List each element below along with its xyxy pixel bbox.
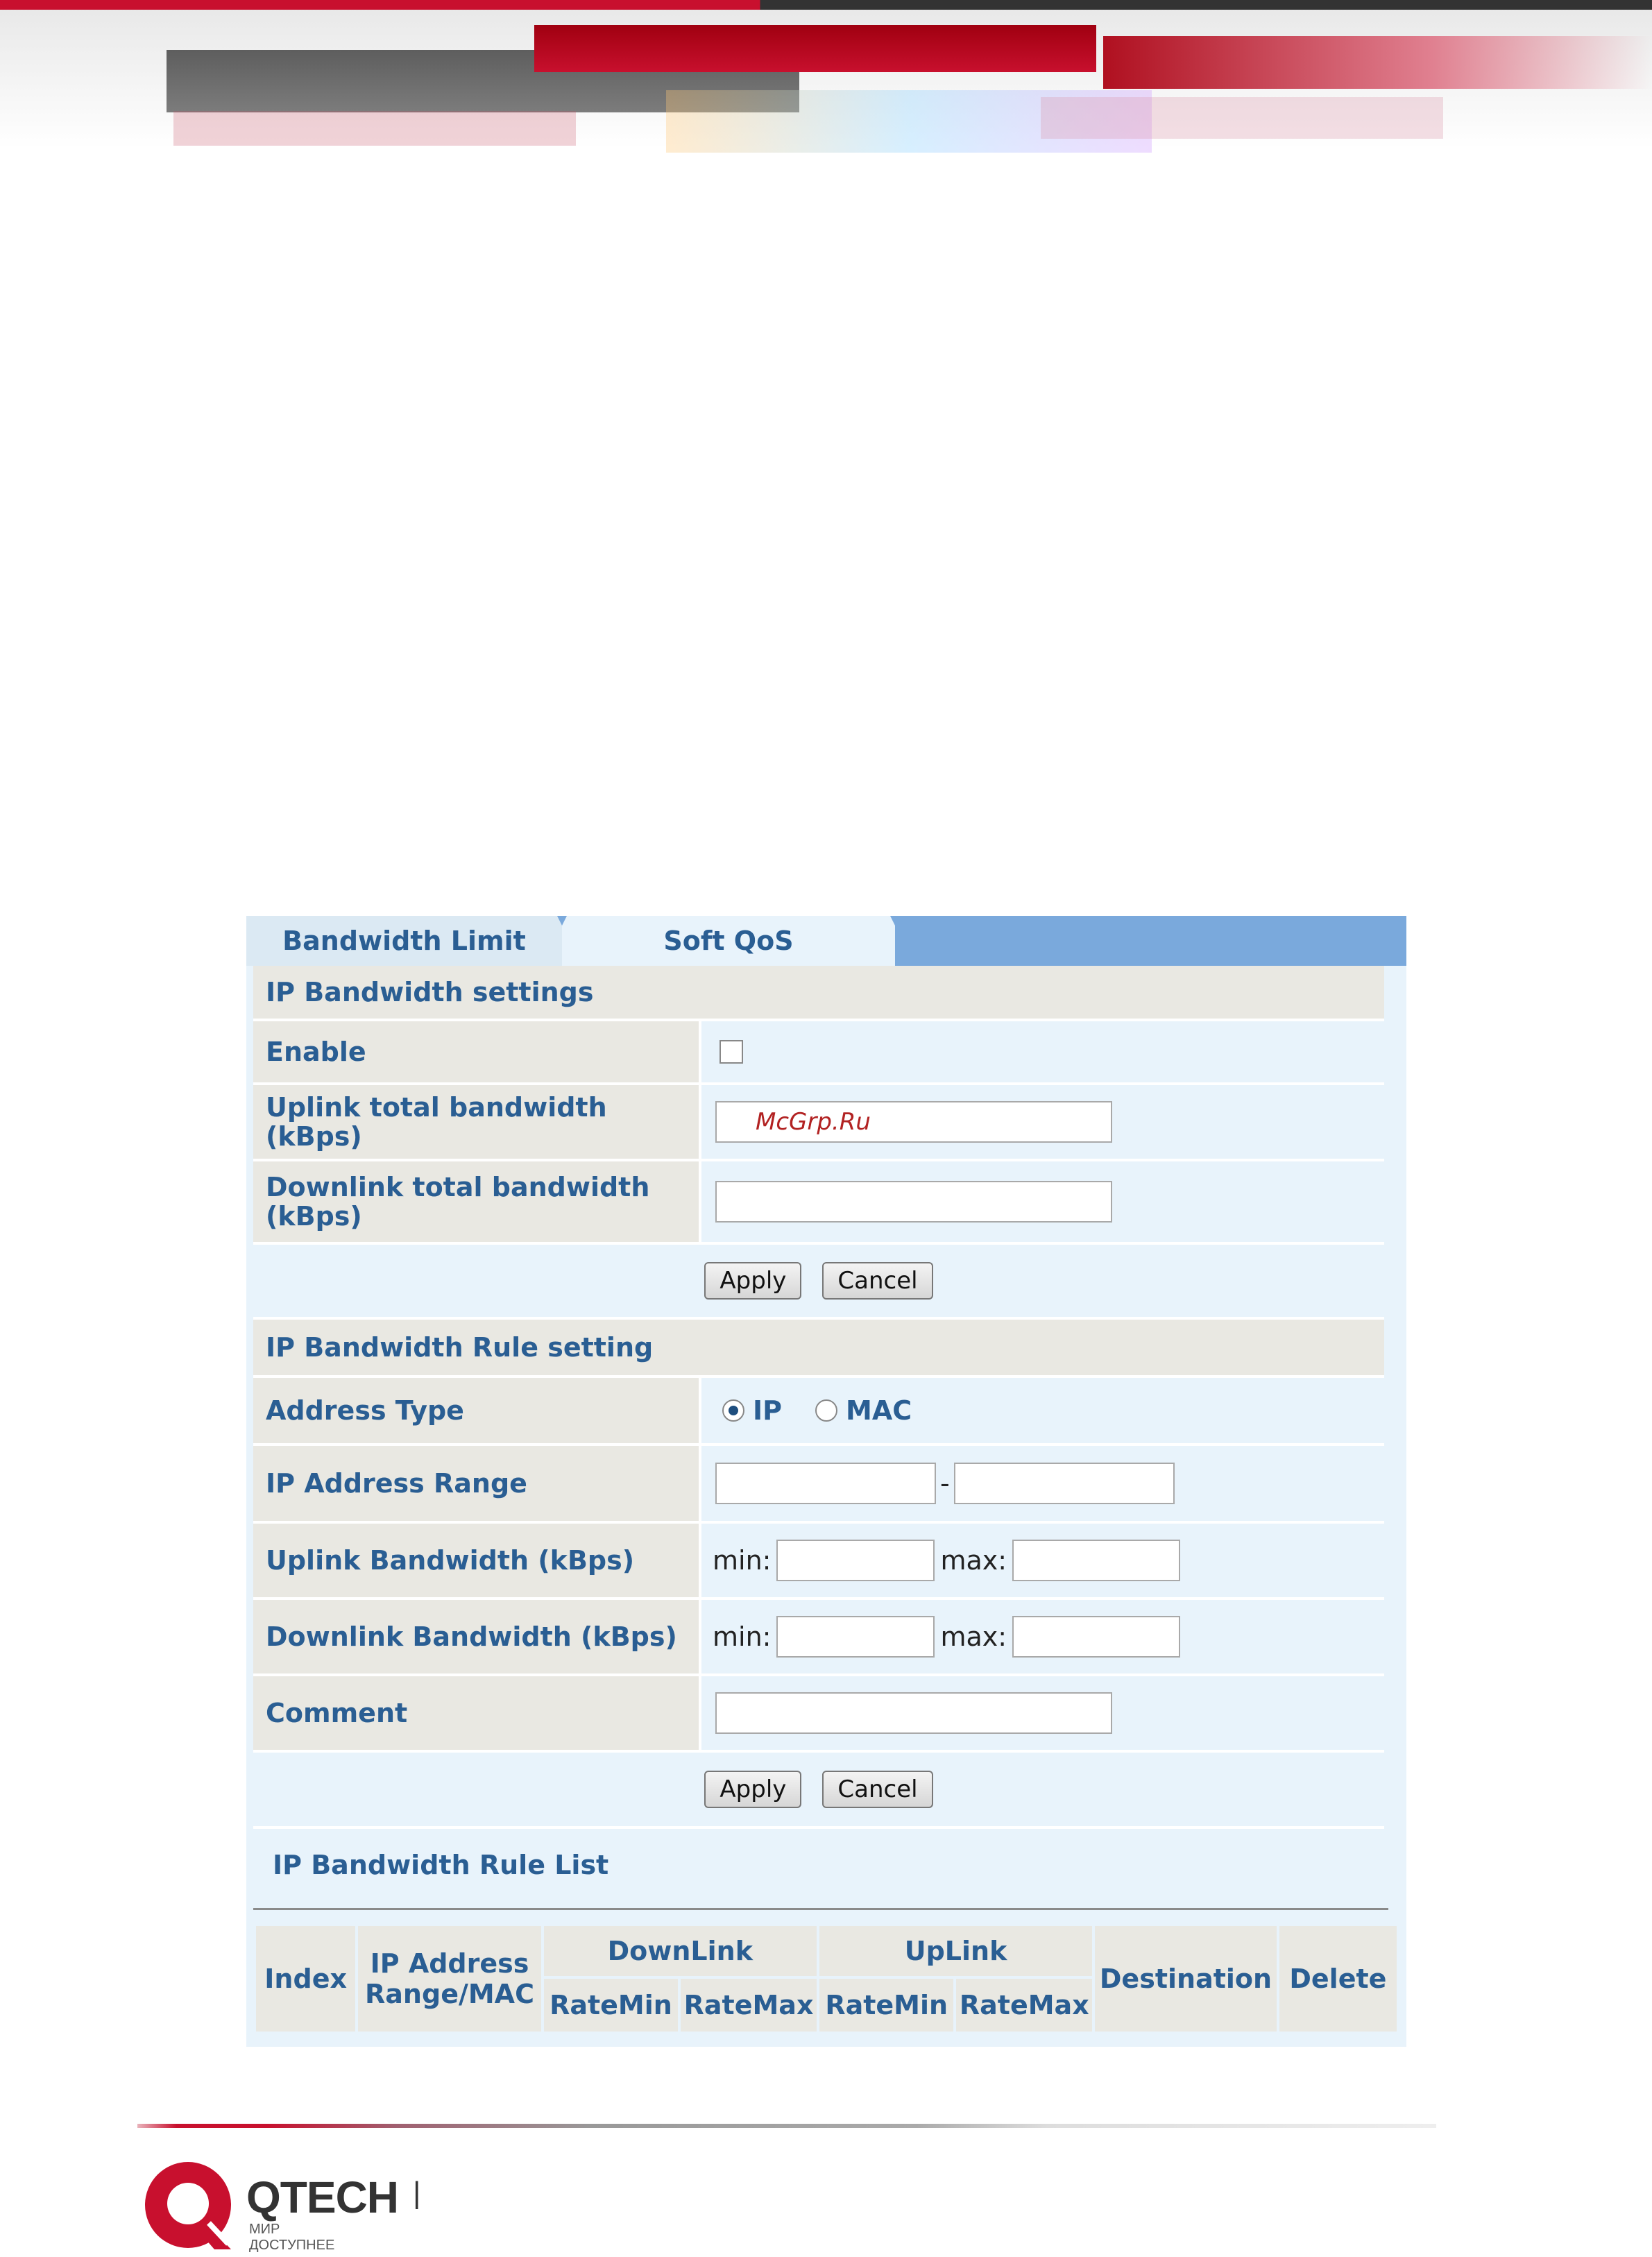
uplink-max-label: max:: [940, 1545, 1007, 1576]
qtech-brand: QTECH: [246, 2172, 398, 2222]
rule-list-table: [253, 1923, 1399, 2034]
col-ip-address: IP Address Range/MAC: [357, 1925, 542, 2033]
ip-range-row: [253, 1446, 1384, 1524]
col-uplink-ratemax: RateMax: [955, 1977, 1093, 2033]
header-banner: [0, 0, 1652, 264]
enable-label: Enable: [253, 1021, 701, 1082]
uplink-total-row: [253, 1085, 1384, 1161]
rule-apply-button[interactable]: Apply: [704, 1771, 801, 1808]
uplink-total-label: Uplink total bandwidth (kBps): [253, 1085, 701, 1159]
downlink-min-label: min:: [713, 1621, 772, 1652]
tab-soft-qos[interactable]: Soft QoS: [562, 916, 895, 966]
settings-section: [253, 966, 1384, 1829]
settings-apply-button[interactable]: Apply: [704, 1262, 801, 1300]
qtech-tagline: МИР ДОСТУПНЕЕ: [249, 2222, 335, 2253]
address-type-row: [253, 1378, 1384, 1446]
address-type-mac-radio[interactable]: [815, 1399, 837, 1422]
col-index: Index: [255, 1925, 357, 2033]
enable-checkbox[interactable]: [719, 1040, 743, 1064]
qtech-logo-mark-icon: [142, 2156, 239, 2254]
address-type-mac-label: MAC: [846, 1395, 912, 1426]
uplink-min-input[interactable]: [776, 1540, 935, 1581]
ip-range-label: IP Address Range: [253, 1446, 701, 1521]
col-downlink-ratemin: RateMin: [543, 1977, 680, 2033]
settings-cancel-button[interactable]: Cancel: [822, 1262, 933, 1300]
address-type-label: Address Type: [253, 1378, 701, 1443]
rule-header: IP Bandwidth Rule setting: [253, 1320, 1384, 1378]
downlink-total-label: Downlink total bandwidth (kBps): [253, 1161, 701, 1242]
uplink-min-label: min:: [713, 1545, 772, 1576]
downlink-total-input[interactable]: [715, 1181, 1112, 1223]
address-type-ip-label: IP: [753, 1395, 782, 1426]
downlink-total-row: [253, 1161, 1384, 1245]
ip-range-start-input[interactable]: [715, 1463, 936, 1504]
downlink-max-label: max:: [940, 1621, 1007, 1652]
downlink-bw-label: Downlink Bandwidth (kBps): [253, 1600, 701, 1673]
footer-rule: [137, 2124, 1436, 2128]
ip-range-end-input[interactable]: [954, 1463, 1175, 1504]
comment-input[interactable]: [715, 1692, 1112, 1734]
col-downlink: DownLink: [543, 1925, 818, 1977]
downlink-min-input[interactable]: [776, 1616, 935, 1658]
uplink-max-input[interactable]: [1012, 1540, 1180, 1581]
comment-label: Comment: [253, 1676, 701, 1750]
downlink-bw-row: [253, 1600, 1384, 1676]
address-type-ip-radio[interactable]: [722, 1399, 744, 1422]
tab-notch-icon: [890, 916, 900, 926]
col-downlink-ratemax: RateMax: [679, 1977, 818, 2033]
col-destination: Destination: [1093, 1925, 1278, 2033]
rule-button-row: [253, 1753, 1384, 1829]
rule-list-divider: [253, 1908, 1388, 1910]
qtech-logo: [142, 2156, 421, 2256]
settings-button-row: [253, 1245, 1384, 1320]
logo-separator: |: [413, 2176, 421, 2210]
uplink-bw-label: Uplink Bandwidth (kBps): [253, 1524, 701, 1597]
tab-notch-icon: [557, 916, 567, 926]
enable-row: [253, 1021, 1384, 1085]
rule-list-title: IP Bandwidth Rule List: [273, 1850, 609, 1880]
col-uplink: UpLink: [818, 1925, 1093, 1977]
col-uplink-ratemin: RateMin: [818, 1977, 955, 2033]
settings-header: IP Bandwidth settings: [253, 966, 1384, 1021]
uplink-bw-row: [253, 1524, 1384, 1600]
col-delete: Delete: [1278, 1925, 1398, 2033]
downlink-max-input[interactable]: [1012, 1616, 1180, 1658]
comment-row: [253, 1676, 1384, 1753]
tab-bar: [246, 916, 1406, 966]
ip-range-separator: -: [940, 1468, 950, 1499]
uplink-total-input[interactable]: [715, 1101, 1112, 1143]
qos-panel: [246, 916, 1406, 2047]
tab-bandwidth-limit[interactable]: Bandwidth Limit: [246, 916, 562, 966]
rule-cancel-button[interactable]: Cancel: [822, 1771, 933, 1808]
